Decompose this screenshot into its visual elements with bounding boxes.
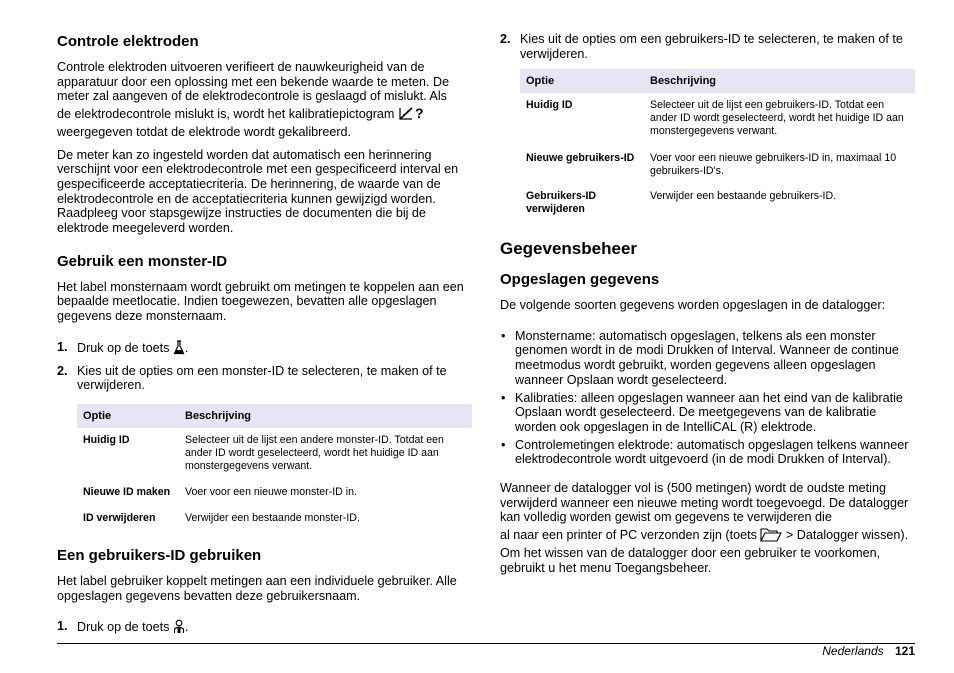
user-steps-right <box>500 32 915 61</box>
column-header-beschrijving: Beschrijving <box>644 69 915 93</box>
user-step-2: 2. Kies uit de opties om een gebruikers-ID te selecteren, te maken of te verwijderen. <box>500 32 903 61</box>
table-row: ID verwijderen Verwijder een bestaande monster-ID. <box>83 512 360 525</box>
sample-step-1: 1. Druk op de toets . <box>57 340 472 359</box>
paragraph-sample: Het label monsternaam wordt gebruikt om metingen te koppelen aan een bepaalde meetlocatie. Indien toegewezen, bevatten alle opgeslagen gegevens deze monsternaam. <box>57 279 464 324</box>
svg-text:?: ? <box>414 105 424 122</box>
sample-options-table <box>77 404 472 529</box>
sample-flask-icon <box>173 340 185 359</box>
left-column <box>57 32 472 643</box>
heading-gebruik-monster-id: Gebruik een monster-ID <box>57 252 228 270</box>
user-step-1: 1. Druk op de toets . <box>57 619 472 638</box>
heading-gebruikers-id: Een gebruikers-ID gebruiken <box>57 546 262 564</box>
paragraph-electrodes-2: De meter kan zo ingesteld worden dat automatisch een herinnering verschijnt voor een elektrodecontrole met een gespecificeerd interval en gespecificeerde acceptatiecriteria. De herinnering, de waarde van de elektrodecontrole en de acceptatiecriteria kunnen gewijzigd worden. Raadpleeg voor stapsgewijze instructies de documenten die bij de elektrode meegeleverd worden. <box>57 147 459 236</box>
paragraph-electrodes-1b: de elektrodecontrole mislukt is, wordt het kalibratiepictogram <box>57 107 395 122</box>
table-header-row <box>520 69 915 93</box>
table-row: Huidig ID Selecteer uit de lijst een andere monster-ID. Totdat een ander ID wordt geselecteerd, wordt het huidige ID aan monstergegevens verwant. <box>83 433 444 472</box>
heading-gegevensbeheer: Gegevensbeheer <box>500 238 638 258</box>
user-options-table <box>520 69 915 220</box>
paragraph-stored: De volgende soorten gegevens worden opgeslagen in de datalogger: <box>500 297 886 312</box>
folder-icon <box>760 527 782 546</box>
heading-opgeslagen-gegevens: Opgeslagen gegevens <box>500 270 660 288</box>
table-row: Huidig ID Selecteer uit de lijst een gebruikers-ID. Totdat een ander ID wordt geselecteerd, wordt het huidige ID aan monstergegevens verwant. <box>526 99 904 137</box>
sample-steps <box>57 340 472 393</box>
paragraph-user: Het label gebruiker koppelt metingen aan een individuele gebruiker. Alle opgeslagen gegevens bevatten deze gebruikersnaam. <box>57 573 457 603</box>
page-footer <box>822 644 915 658</box>
table-row: Nieuwe ID maken Voer voor een nieuwe monster-ID in. <box>83 486 357 499</box>
list-item: • Kalibraties: alleen opgeslagen wanneer aan het eind van de kalibratie Opslaan wordt geselecteerd. De meetgegevens van de kalibratie worden ook opgeslagen in de IntelliCAL (R) elektrode. <box>500 391 915 435</box>
paragraph-full-c: > Datalogger wissen). Om het wissen van de datalogger door een gebruiker te voorkomen, gebruikt u het menu Toegangsbeheer. <box>500 528 909 575</box>
user-icon <box>173 619 185 638</box>
table-row: Nieuwe gebruikers-ID Voer voor een nieuwe gebruikers-ID in, maximaal 10 gebruikers-ID's. <box>526 151 897 177</box>
column-header-optie: Optie <box>520 69 644 93</box>
table-row: Gebruikers-ID verwijderen Verwijder een bestaande gebruikers-ID. <box>526 190 837 216</box>
footer-language: Nederlands <box>822 644 884 658</box>
column-header-beschrijving: Beschrijving <box>179 404 472 428</box>
stored-data-list <box>500 329 915 467</box>
paragraph-electrodes-1 <box>57 105 472 139</box>
sample-step-2: 2. Kies uit de opties om een monster-ID te selecteren, te maken of te verwijderen. <box>57 363 447 393</box>
paragraph-full-a: Wanneer de datalogger vol is (500 metingen) wordt de oudste meting verwijderd wanneer een nieuwe meting wordt toegevoegd. De datalogger kan volledig worden gewist om gegevens te verwijderen die <box>500 481 909 525</box>
table-header-row <box>77 404 472 428</box>
calibration-question-icon <box>398 105 430 125</box>
list-item: • Monstername: automatisch opgeslagen, telkens als een monster genomen wordt in de modi Drukken of Interval. Wanneer de continue meetmodus wordt gebruikt, worden gegevens alleen opgeslagen wanneer Opslaan wordt geselecteerd. <box>500 329 915 388</box>
paragraph-full-b: al naar een printer of PC verzonden zijn (toets <box>500 528 757 543</box>
footer-divider <box>57 643 915 644</box>
page-number: 121 <box>894 644 915 658</box>
paragraph-electrodes-1c: weergegeven totdat de elektrode wordt gekalibreerd. <box>57 124 352 139</box>
right-column <box>500 32 915 575</box>
heading-controle-elektroden: Controle elektroden <box>57 33 199 50</box>
list-item: • Controlemetingen elektrode: automatisch opgeslagen telkens wanneer elektrodecontrole wordt uitgevoerd (in de modi Drukken of Interval). <box>500 438 915 467</box>
column-header-optie: Optie <box>77 404 179 428</box>
user-steps-left <box>57 619 472 638</box>
paragraph-electrodes-1a: Controle elektroden uitvoeren verifieert de nauwkeurigheid van de apparatuur door een oplossing met een bekende waarde te meten. De meter zal aangeven of de elektrodecontrole is geslaagd of mislukt. Als <box>57 60 450 104</box>
paragraph-full <box>500 527 915 575</box>
